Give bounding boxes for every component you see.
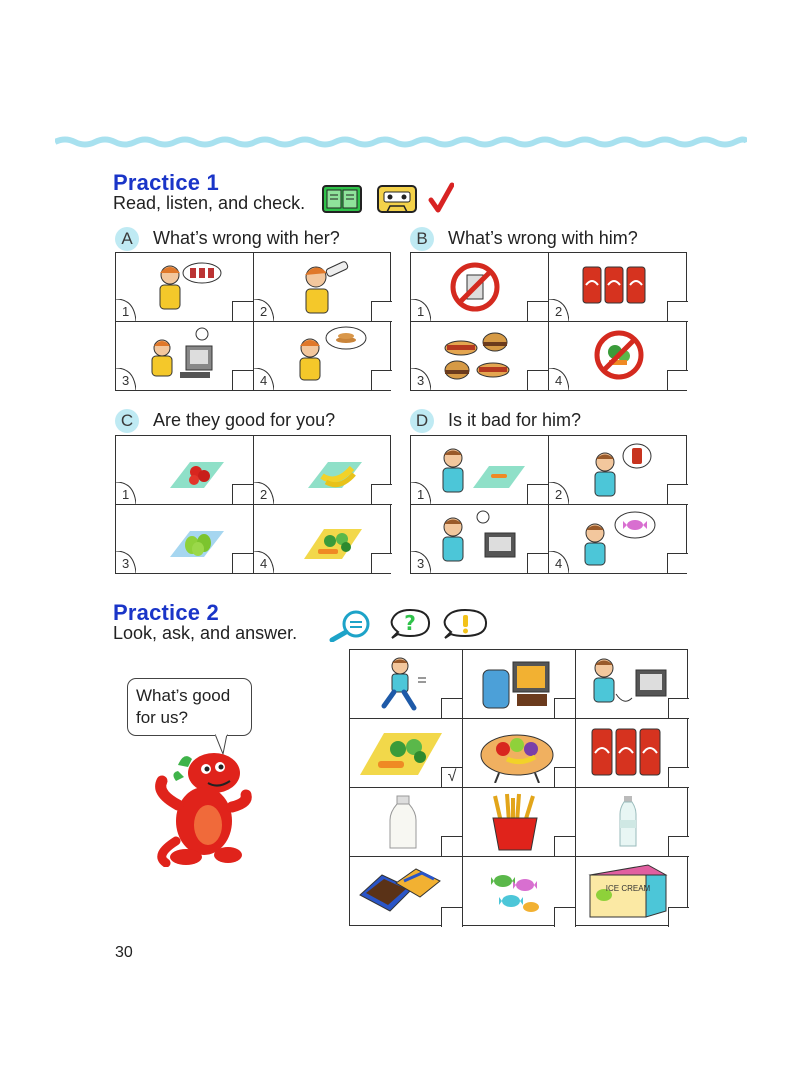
grid-c-cell-1 [116,436,254,505]
section-a-question: What’s wrong with her? [153,228,340,248]
p2-cell-candies [463,857,576,927]
no-vegetables-picture [593,328,649,382]
check-box[interactable] [232,301,253,321]
pears-plate-picture [166,527,228,563]
p2-cell-milk [350,788,463,857]
watching-tv-picture [481,656,557,714]
cassette-tape-icon [377,185,417,213]
item-number: 3 [116,551,136,573]
grid-a-cell-2 [254,253,392,322]
section-d-badge: D [410,409,434,433]
chocolate-box-picture [356,865,442,921]
practice1-title: Practice 1 [113,170,219,195]
section-b-badge: B [410,227,434,251]
check-box[interactable] [554,767,575,787]
check-box[interactable] [232,484,253,504]
boy-candy-picture [579,509,663,569]
p2-cell-watching-tv [463,650,576,719]
check-box[interactable] [371,553,392,573]
svg-text:?: ? [404,611,416,635]
check-box[interactable] [667,484,688,504]
item-number: 2 [549,482,569,504]
item-number: 2 [254,482,274,504]
magnifier-icon [326,610,374,642]
practice2-instruction: Look, ask, and answer. [113,623,298,643]
grid-b-cell-1 [411,253,549,322]
grid-a [115,252,391,391]
no-soda-picture [449,261,505,313]
p2-cell-fries [463,788,576,857]
practice1-instruction: Read, listen, and check. [113,193,306,213]
grid-b-cell-3 [411,322,549,390]
grid-c-cell-3 [116,505,254,573]
check-box[interactable] [527,370,548,390]
check-box[interactable] [371,484,392,504]
grid-a-cell-4 [254,322,392,390]
cola-cans-picture [581,263,651,309]
check-box[interactable] [441,836,462,856]
boy-videogame-picture [590,654,670,714]
grid-d-cell-1 [411,436,549,505]
item-number: 1 [411,482,431,504]
grid-c-cell-2 [254,436,392,505]
speech-bubble [127,678,252,736]
grid-d-cell-2 [549,436,688,505]
boy-carrot-picture [439,442,529,502]
p2-cell-cola [576,719,689,788]
speech-text: What’s good for us? [136,686,231,727]
check-box[interactable] [667,370,688,390]
section-d-question: Is it bad for him? [448,410,582,430]
grid-d [410,435,687,574]
item-number: 4 [254,368,274,390]
p2-cell-vegetables [350,719,463,788]
page-number: 30 [115,944,133,961]
check-box[interactable] [554,907,575,927]
item-number: 3 [116,368,136,390]
practice2-title: Practice 2 [113,600,219,625]
boy-videogame-picture [439,509,529,569]
item-number: 1 [116,299,136,321]
grid-c-cell-4 [254,505,392,573]
section-c-badge: C [115,409,139,433]
check-box[interactable] [527,484,548,504]
check-box[interactable] [667,553,688,573]
item-number: 1 [411,299,431,321]
ice-cream-label: ICE CREAM [605,884,651,893]
bananas-plate-picture [304,458,366,494]
item-number: 2 [254,299,274,321]
ice-cream-box-picture [586,861,670,921]
item-number: 3 [411,368,431,390]
item-number: 1 [116,482,136,504]
girl-pancakes-picture [292,326,372,386]
check-box[interactable] [371,301,392,321]
check-box[interactable] [527,553,548,573]
fruit-plate-picture [477,725,557,783]
exclamation-bubble-icon [441,608,489,644]
item-number: 3 [411,551,431,573]
check-box[interactable] [527,301,548,321]
grid-b [410,252,687,391]
item-number: 4 [549,551,569,573]
grid-b-cell-4 [549,322,688,390]
girl-drinking-picture [294,259,364,319]
p2-cell-video-games [576,650,689,719]
water-bottle-picture [618,794,638,850]
grid-a-cell-1 [116,253,254,322]
section-c-question: Are they good for you? [153,410,336,430]
check-box[interactable] [232,370,253,390]
girl-computer-picture [146,326,226,386]
check-box[interactable] [668,698,689,718]
check-box[interactable]: √ [441,767,462,787]
item-number: 4 [549,368,569,390]
grid-a-cell-3 [116,322,254,390]
grid-d-cell-3 [411,505,549,573]
tomatoes-plate-picture [166,458,228,494]
red-dinosaur-mascot [148,745,258,867]
check-box[interactable] [371,370,392,390]
vegetables-plate-picture [356,725,446,781]
check-box[interactable] [441,907,462,927]
check-box[interactable] [668,767,689,787]
p2-cell-running [350,650,463,719]
p2-cell-water [576,788,689,857]
check-box[interactable] [554,836,575,856]
french-fries-picture [487,792,543,852]
practice2-grid [349,649,688,926]
check-box[interactable] [667,301,688,321]
check-box[interactable] [554,698,575,718]
check-box[interactable] [668,907,689,927]
vegetables-plate-picture [300,525,366,565]
grid-c [115,435,391,574]
p2-cell-fruit [463,719,576,788]
section-b-question: What’s wrong with him? [448,228,638,248]
p2-cell-ice-cream [576,857,689,927]
grid-b-cell-2 [549,253,688,322]
check-box[interactable] [441,698,462,718]
header-wave-divider [55,136,747,148]
item-number: 4 [254,551,274,573]
item-number: 2 [549,299,569,321]
p2-cell-chocolates [350,857,463,927]
boy-soda-picture [589,442,659,502]
girl-cola-picture [144,261,224,319]
grid-d-cell-4 [549,505,688,573]
question-bubble-icon [388,608,432,644]
boy-running-picture [374,654,434,714]
check-box[interactable] [232,553,253,573]
cola-cans-picture [590,725,666,781]
candies-picture [483,865,549,921]
section-a-badge: A [115,227,139,251]
open-book-icon [322,185,362,213]
checkmark-icon [428,182,454,214]
hotdogs-burgers-picture [441,328,521,384]
milk-bottle-picture [388,794,418,852]
check-box[interactable] [668,836,689,856]
